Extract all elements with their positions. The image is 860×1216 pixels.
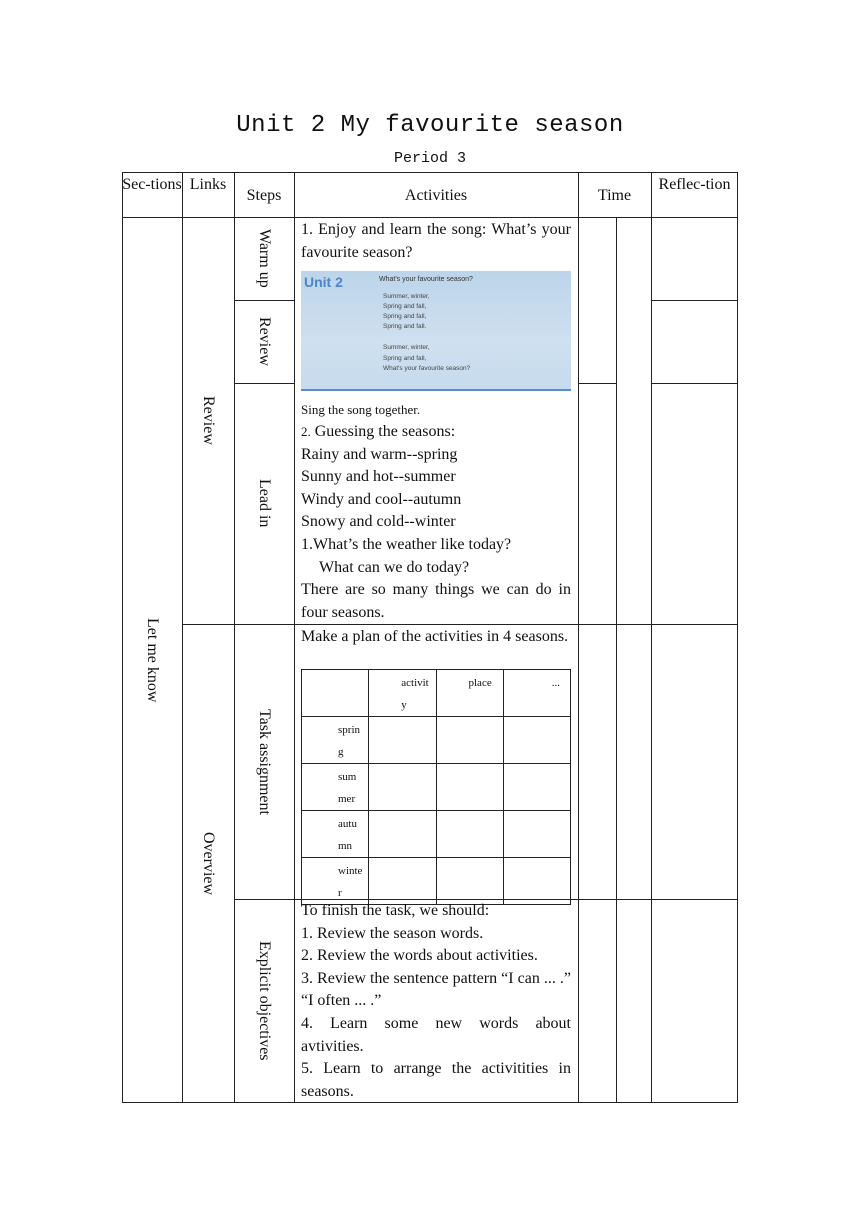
- song-lyric-line: Spring and fall,: [383, 313, 427, 320]
- objective-item: 4. Learn some new words about avtivities.: [301, 1014, 571, 1055]
- row-line: [651, 383, 738, 384]
- plan-table: [301, 669, 571, 905]
- song-lyric-line: What's your favourite season?: [383, 365, 471, 372]
- song-unit-label: Unit 2: [304, 274, 343, 290]
- col-line: [651, 172, 652, 1103]
- objectives-intro: To finish the task, we should:: [301, 902, 490, 919]
- sing-instruction: Sing the song together.: [301, 402, 421, 417]
- plan-empty-cell: [503, 717, 570, 764]
- step-task-assignment: Task assignment: [256, 708, 273, 815]
- guess-line: Snowy and cold--winter: [301, 513, 456, 531]
- plan-empty-cell: [369, 811, 436, 858]
- guess-line: Sunny and hot--summer: [301, 468, 456, 486]
- step-warm-up: Warm up: [256, 229, 273, 288]
- plan-empty-cell: [436, 811, 503, 858]
- plan-empty-cell: [503, 811, 570, 858]
- plan-season-cell: spring: [302, 717, 369, 764]
- row-line: [578, 383, 616, 384]
- plan-season-cell: winter: [302, 858, 369, 905]
- song-lyric-line: Spring and fall.: [383, 323, 427, 330]
- plan-empty-cell: [436, 717, 503, 764]
- section-label: Let me know: [144, 617, 161, 703]
- header-activities: Activities: [404, 187, 468, 204]
- col-line: [294, 172, 295, 1103]
- header-sections: Sec-tions: [122, 176, 182, 193]
- step-lead-in: Lead in: [256, 479, 273, 528]
- plan-header-cell: place: [436, 670, 503, 717]
- plan-empty-cell: [369, 858, 436, 905]
- guess-line: Rainy and warm--spring: [301, 445, 458, 463]
- document-title: Unit 2 My favourite season: [236, 112, 624, 139]
- header-links: Links: [189, 176, 227, 193]
- task-intro: Make a plan of the activities in 4 seasons.: [301, 628, 569, 645]
- plan-empty-cell: [503, 764, 570, 811]
- song-activity-text: 1. Enjoy and learn the song: What’s your favourite season?: [301, 221, 571, 261]
- lead-in-closing: There are so many things we can do in four seasons.: [301, 581, 571, 621]
- col-line: [616, 217, 617, 1103]
- row-line: [651, 300, 738, 301]
- header-steps: Steps: [246, 187, 282, 204]
- step-explicit-objectives: Explicit objectives: [256, 941, 273, 1061]
- objective-item: 3. Review the sentence pattern “I can ... .” “I often ... .”: [301, 969, 571, 1010]
- plan-header-cell: activity: [369, 670, 436, 717]
- plan-empty-cell: [369, 764, 436, 811]
- plan-header-cell: [302, 670, 369, 717]
- period-label: Period 3: [393, 150, 466, 167]
- step-review: Review: [256, 317, 273, 366]
- link-review: Review: [200, 396, 217, 445]
- guess-line: Windy and cool--autumn: [301, 490, 462, 508]
- song-lyric-line: Summer, winter,: [383, 344, 430, 351]
- objective-item: 5. Learn to arrange the activitities in seasons.: [301, 1060, 571, 1100]
- col-line: [578, 172, 579, 1103]
- lead-in-activity: [301, 399, 575, 624]
- plan-season-cell: autumn: [302, 811, 369, 858]
- plan-header-cell: ...: [503, 670, 570, 717]
- song-lyric-line: Summer, winter,: [383, 293, 430, 300]
- activity-question: What can we do today?: [319, 558, 470, 576]
- link-overview: Overview: [200, 831, 217, 896]
- objective-item: 1. Review the season words.: [301, 924, 484, 942]
- song-lyric-line: Spring and fall,: [383, 355, 427, 362]
- header-reflection: Reflec-tion: [658, 176, 731, 193]
- plan-empty-cell: [369, 717, 436, 764]
- guess-heading: 2. Guessing the seasons:: [301, 423, 456, 440]
- plan-empty-cell: [503, 858, 570, 905]
- song-lyrics-image: [301, 271, 571, 391]
- objectives-activity: [301, 900, 571, 1103]
- song-lyric-line: Spring and fall,: [383, 303, 427, 310]
- plan-season-cell: summer: [302, 764, 369, 811]
- header-time: Time: [597, 187, 632, 204]
- song-question: What's your favourite season?: [379, 276, 473, 283]
- weather-question: 1.What’s the weather like today?: [301, 535, 512, 553]
- plan-empty-cell: [436, 858, 503, 905]
- plan-empty-cell: [436, 764, 503, 811]
- objective-item: 2. Review the words about activities.: [301, 947, 538, 965]
